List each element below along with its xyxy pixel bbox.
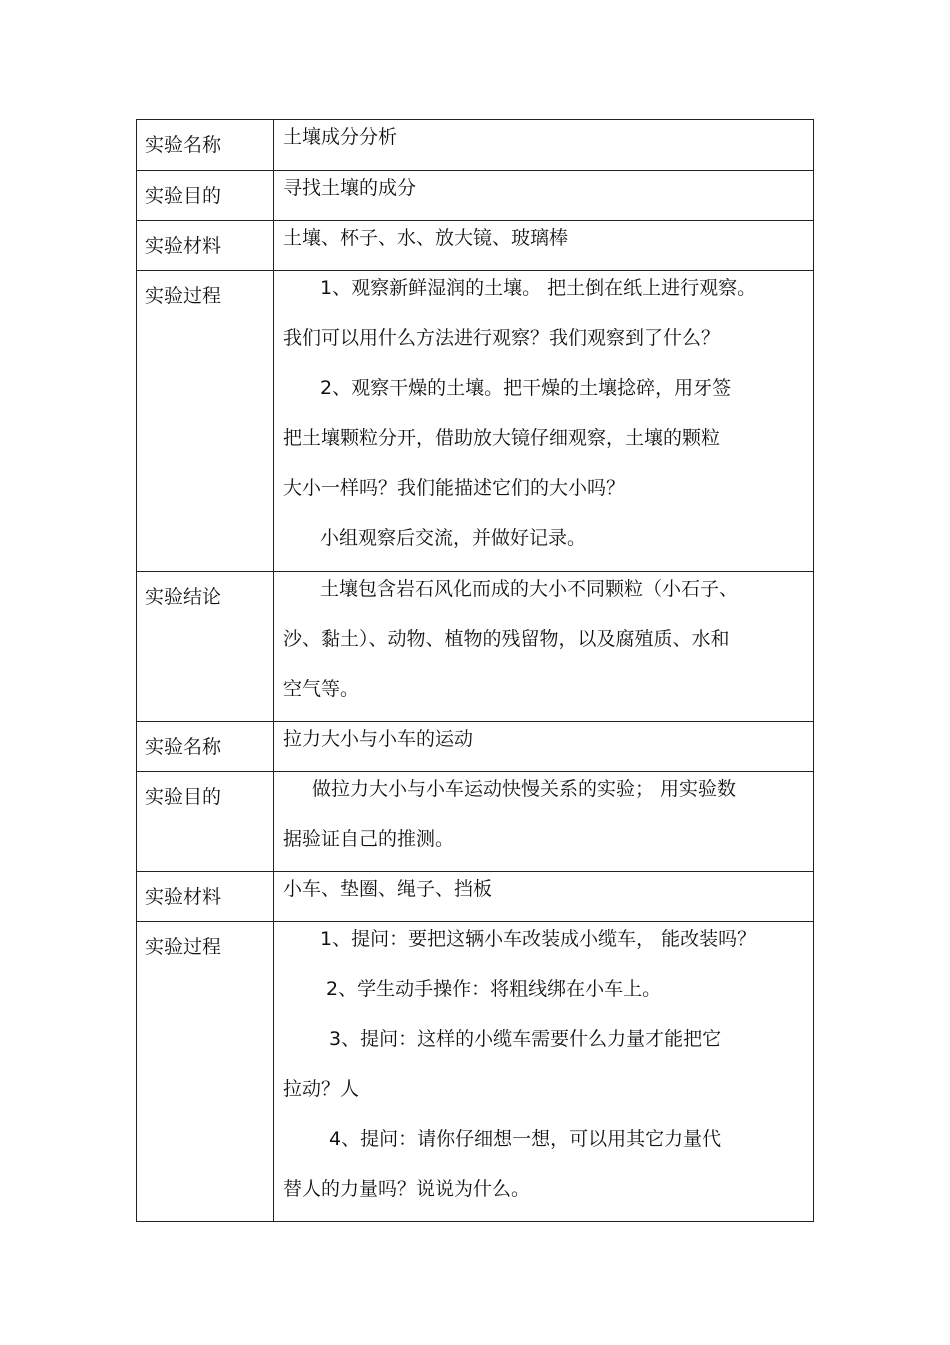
content-line: 寻找土壤的成分	[283, 177, 417, 199]
row-label: 实验材料	[145, 886, 222, 908]
row-label-cell	[137, 922, 274, 1222]
row-label-cell	[137, 722, 274, 772]
table-row	[137, 171, 814, 221]
content-line: 土壤包含岩石风化而成的大小不同颗粒（小石子、	[320, 578, 739, 600]
content-line: 4、提问：请你仔细想一想，可以用其它力量代	[329, 1128, 722, 1150]
content-line: 2、观察干燥的土壤。把干燥的土壤捻碎，用牙签	[320, 377, 732, 399]
row-label-cell	[137, 271, 274, 572]
content-line: 我们可以用什么方法进行观察？我们观察到了什么？	[283, 327, 721, 349]
content-line: 把土壤颗粒分开，借助放大镜仔细观察，土壤的颗粒	[283, 427, 721, 449]
row-label: 实验名称	[145, 736, 222, 758]
content-line: 拉力大小与小车的运动	[283, 728, 474, 750]
content-line: 土壤、杯子、水、放大镜、玻璃棒	[283, 227, 569, 249]
row-label: 实验目的	[145, 786, 222, 808]
row-content-cell	[274, 120, 814, 171]
content-line: 大小一样吗？我们能描述它们的大小吗？	[283, 477, 626, 499]
content-line: 2、学生动手操作：将粗线绑在小车上。	[326, 978, 662, 1000]
experiment-table	[136, 119, 814, 1222]
table-row	[137, 271, 814, 572]
row-label: 实验名称	[145, 134, 222, 156]
row-content-cell	[274, 572, 814, 722]
content-line: 空气等。	[283, 678, 360, 700]
row-label-cell	[137, 872, 274, 922]
row-label-cell	[137, 772, 274, 872]
content-line: 替人的力量吗？说说为什么。	[283, 1178, 531, 1200]
row-content-cell	[274, 271, 814, 572]
content-line: 小组观察后交流，并做好记录。	[320, 527, 587, 549]
content-line: 小车、垫圈、绳子、挡板	[283, 878, 493, 900]
content-line: 土壤成分分析	[283, 126, 398, 148]
row-content-cell	[274, 772, 814, 872]
row-label: 实验材料	[145, 235, 222, 257]
content-line: 3、提问：这样的小缆车需要什么力量才能把它	[329, 1028, 722, 1050]
row-label: 实验结论	[145, 586, 222, 608]
content-line: 1、观察新鲜湿润的土壤。 把土倒在纸上进行观察。	[320, 277, 757, 299]
content-line: 1、提问：要把这辆小车改装成小缆车， 能改装吗？	[320, 928, 757, 950]
row-label: 实验过程	[145, 936, 222, 958]
row-label-cell	[137, 572, 274, 722]
table-row	[137, 572, 814, 722]
content-line: 据验证自己的推测。	[283, 828, 455, 850]
content-line: 拉动？人	[283, 1078, 360, 1100]
row-label-cell	[137, 221, 274, 271]
table-row	[137, 772, 814, 872]
row-content-cell	[274, 171, 814, 221]
row-label: 实验过程	[145, 285, 222, 307]
row-label-cell	[137, 171, 274, 221]
content-line: 做拉力大小与小车运动快慢关系的实验； 用实验数	[312, 778, 737, 800]
table-row	[137, 120, 814, 171]
row-content-cell	[274, 922, 814, 1222]
content-line: 沙、黏土）、动物、植物的残留物，以及腐殖质、水和	[283, 628, 730, 650]
row-label-cell	[137, 120, 274, 171]
row-label: 实验目的	[145, 185, 222, 207]
table-row	[137, 922, 814, 1222]
